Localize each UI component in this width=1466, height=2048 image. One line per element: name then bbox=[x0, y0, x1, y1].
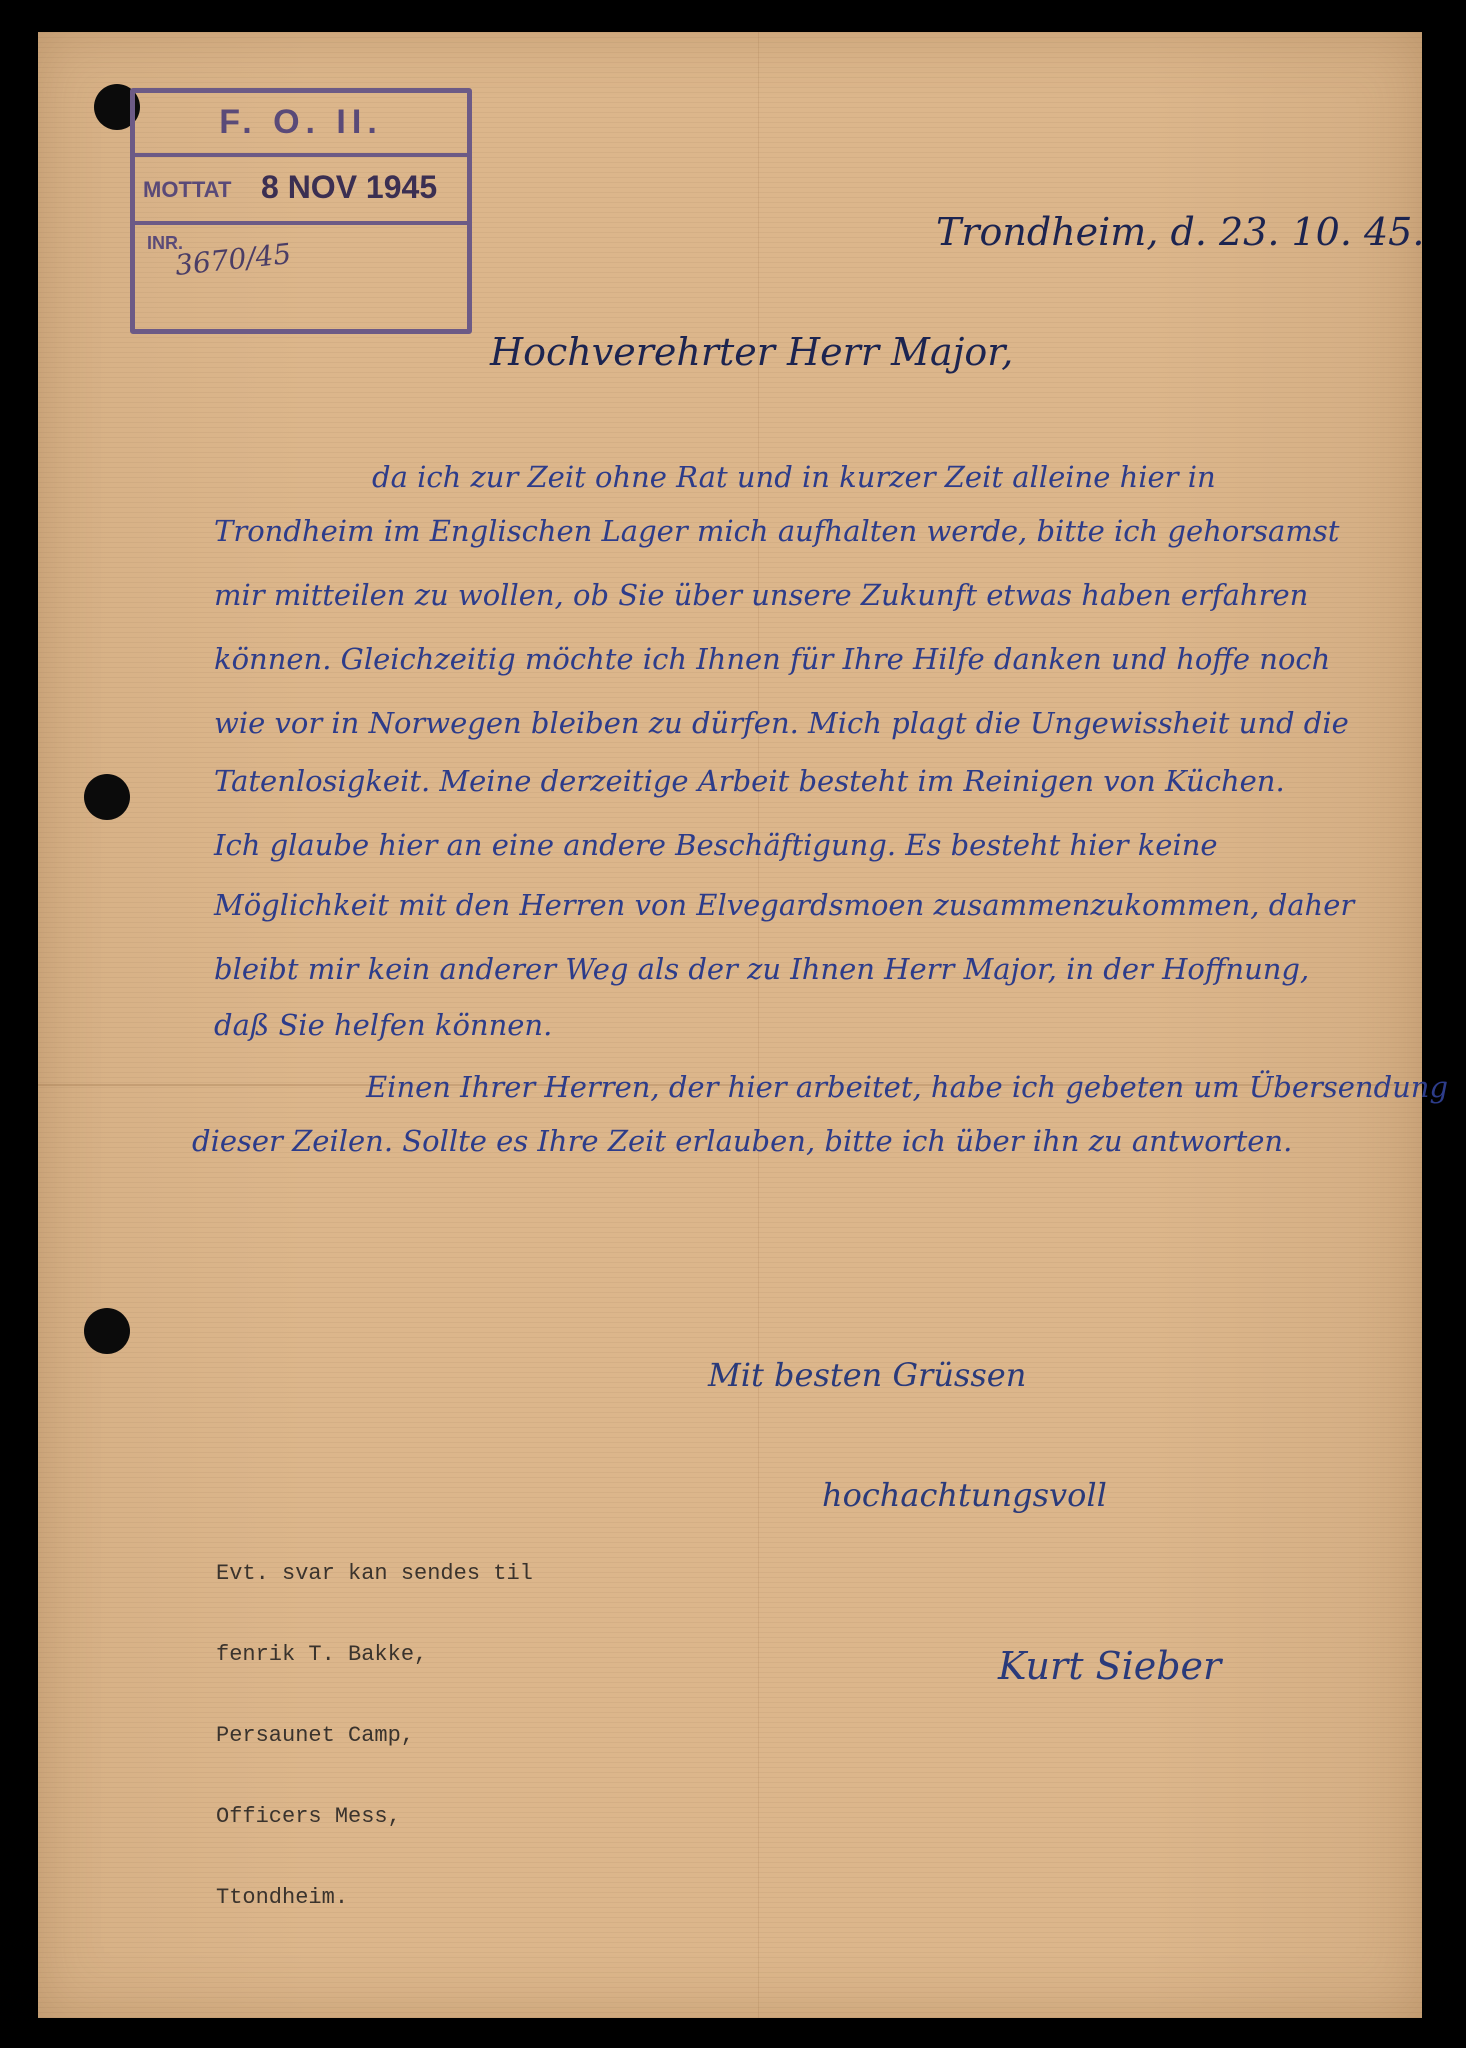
signature: Kurt Sieber bbox=[998, 1644, 1222, 1688]
body-line: wie vor in Norwegen bleiben zu dürfen. Mich plagt die Ungewissheit und die bbox=[214, 706, 1349, 740]
typed-line: fenrik T. Bakke, bbox=[216, 1642, 428, 1667]
body-line: mir mitteilen zu wollen, ob Sie über unsere Zukunft etwas haben erfahren bbox=[214, 578, 1309, 612]
salutation: Hochverehrter Herr Major, bbox=[490, 330, 1014, 374]
body-line: Ich glaube hier an eine andere Beschäftigung. Es besteht hier keine bbox=[214, 828, 1218, 862]
body-line: Einen Ihrer Herren, der hier arbeitet, habe ich gebeten um Übersendung bbox=[366, 1070, 1449, 1104]
body-line: Möglichkeit mit den Herren von Elvegardsmoen zusammenzukommen, daher bbox=[214, 888, 1355, 922]
body-line: Trondheim im Englischen Lager mich aufhalten werde, bitte ich gehorsamst bbox=[214, 514, 1340, 548]
typed-line: Officers Mess, bbox=[216, 1804, 401, 1829]
body-line: bleibt mir kein anderer Weg als der zu Ihnen Herr Major, in der Hoffnung, bbox=[214, 952, 1310, 986]
body-line: können. Gleichzeitig möchte ich Ihnen für Ihre Hilfe danken und hoffe noch bbox=[214, 642, 1331, 676]
typed-line: Evt. svar kan sendes til bbox=[216, 1561, 533, 1586]
typed-reply-note bbox=[216, 1506, 533, 1938]
typed-line: Persaunet Camp, bbox=[216, 1723, 415, 1748]
body-line: dieser Zeilen. Sollte es Ihre Zeit erlauben, bitte ich über ihn zu antworten. bbox=[192, 1124, 1293, 1158]
stamp-inr-label: INR. bbox=[147, 233, 183, 253]
received-stamp bbox=[130, 88, 472, 334]
body-line: da ich zur Zeit ohne Rat und in kurzer Zeit alleine hier in bbox=[372, 460, 1216, 494]
punch-hole-bottom bbox=[84, 1308, 130, 1354]
stamp-received-label: MOTTAT bbox=[143, 177, 232, 202]
stamp-journal-number: 3670/45 bbox=[173, 237, 293, 282]
body-line: Tatenlosigkeit. Meine derzeitige Arbeit besteht im Reinigen von Küchen. bbox=[214, 764, 1285, 798]
closing-respect: hochachtungsvoll bbox=[822, 1476, 1107, 1514]
place-date: Trondheim, d. 23. 10. 45. bbox=[936, 210, 1425, 254]
body-line: daß Sie helfen können. bbox=[214, 1008, 553, 1042]
stamp-office: F. O. II. bbox=[219, 103, 383, 141]
typed-line: Ttondheim. bbox=[216, 1885, 349, 1910]
punch-hole-middle bbox=[84, 774, 130, 820]
closing-greeting: Mit besten Grüssen bbox=[708, 1356, 1027, 1394]
stamp-received-date: 8 NOV 1945 bbox=[261, 169, 438, 205]
